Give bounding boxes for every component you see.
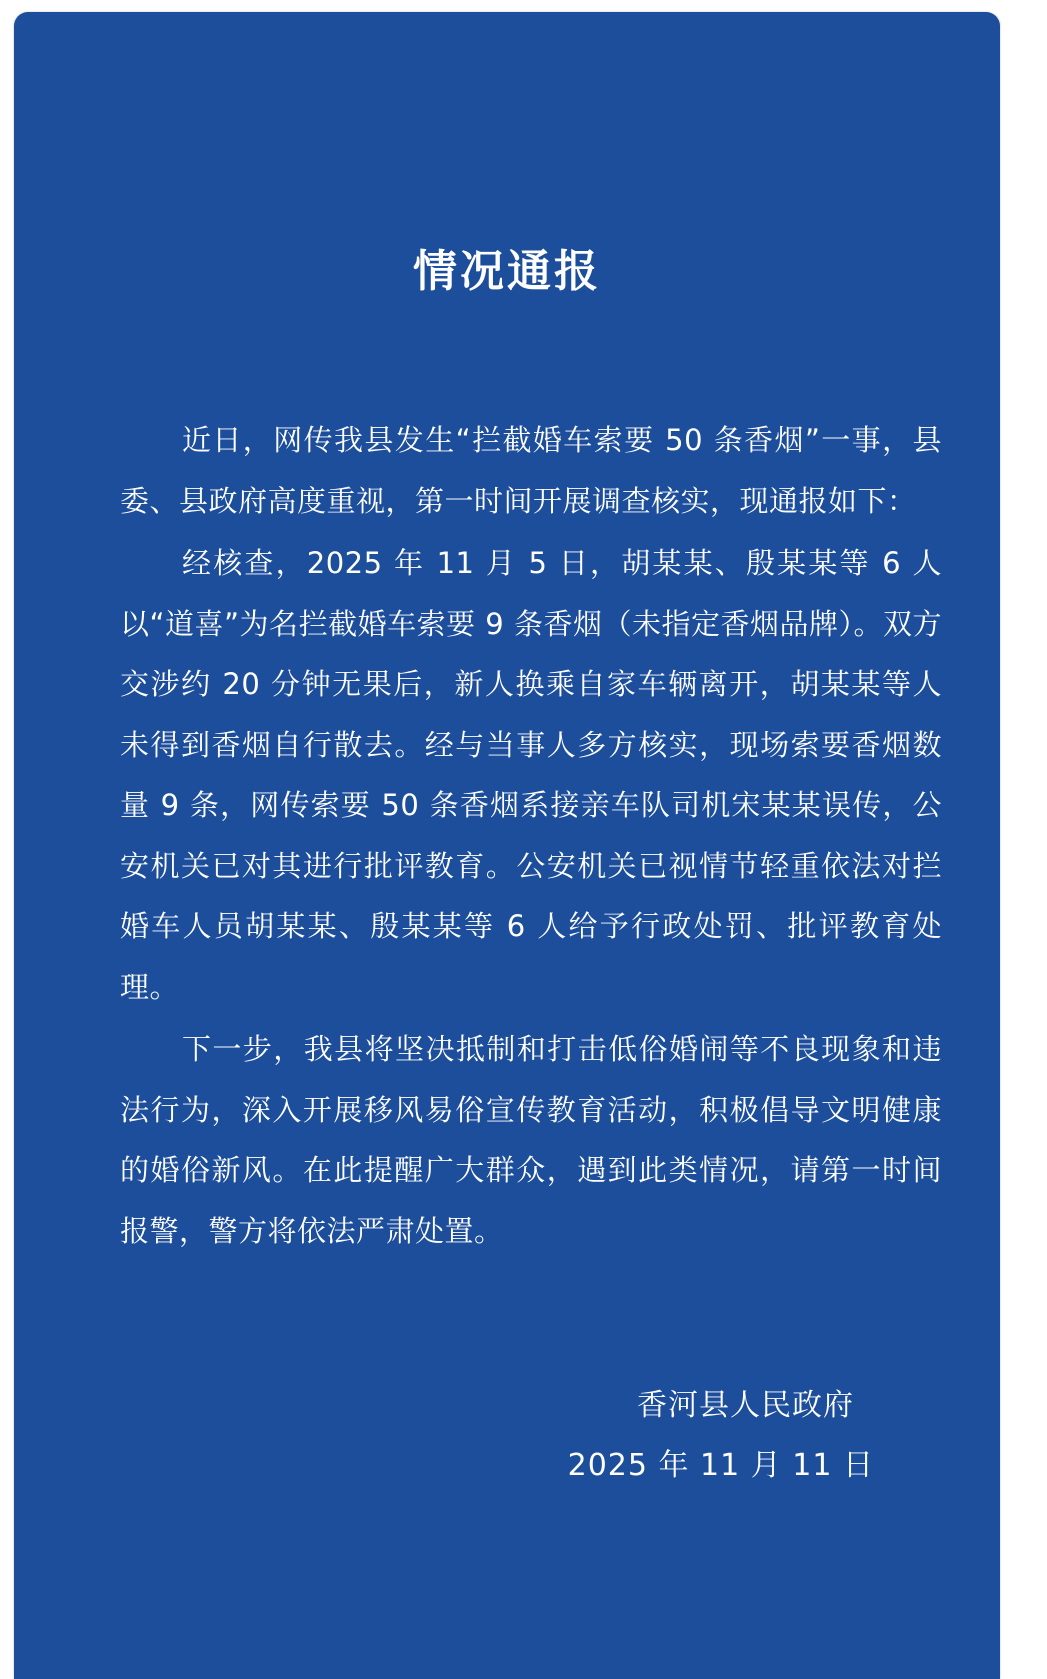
notice-title: 情况通报 <box>413 246 601 297</box>
signature-organization: 香河县人民政府 <box>637 1388 854 1423</box>
notice-card <box>14 12 1000 1679</box>
paragraph-findings: 经核查，2025 年 11 月 5 日，胡某某、殷某某等 6 人以“道喜”为名拦截婚车索要 9 条香烟（未指定香烟品牌）。双方交涉约 20 分钟无果后，新人换乘自家车辆离开，胡某某等人未得到香烟自行散去。经与当事人多方核实，现场索要香烟数量 9 条，网传索要 50 条香烟系接亲车队司机宋某某误传，公安机关已对其进行批评教育。公安机关已视情节轻重依法对拦婚车人员胡某某、殷某某等 6 人给予行政处罚、批评教育处理。 <box>120 546 942 1004</box>
signature-date: 2025 年 11 月 11 日 <box>567 1448 874 1483</box>
notice-body <box>120 410 942 1263</box>
paragraph-intro: 近日，网传我县发生“拦截婚车索要 50 条香烟”一事，县委、县政府高度重视，第一时间开展调查核实，现通报如下： <box>120 423 942 518</box>
paragraph-next-steps: 下一步，我县将坚决抵制和打击低俗婚闹等不良现象和违法行为，深入开展移风易俗宣传教育活动，积极倡导文明健康的婚俗新风。在此提醒广大群众，遇到此类情况，请第一时间报警，警方将依法严肃处置。 <box>120 1032 942 1248</box>
